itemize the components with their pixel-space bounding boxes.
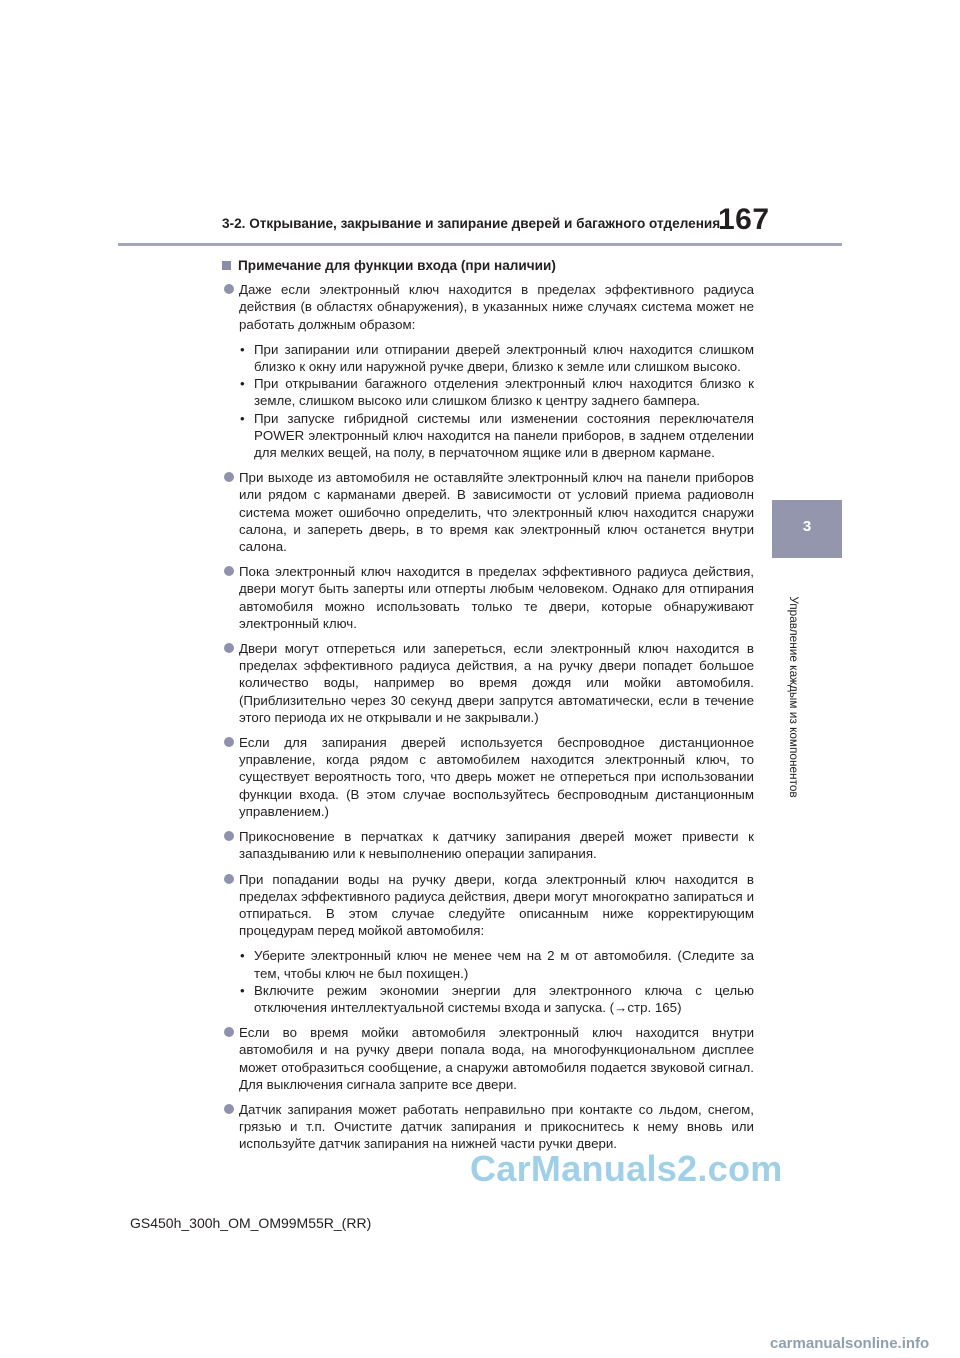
bullet-icon: • — [240, 410, 245, 426]
sub-list-text: Включите режим экономии энергии для электронного ключа с целью отключения интеллектуальной системы входа и запуска. (→стр. 165) — [254, 982, 754, 1015]
note-item — [222, 828, 754, 862]
note-item — [222, 640, 754, 726]
note-item — [222, 1024, 754, 1093]
page-number: 167 — [718, 203, 770, 236]
note-text: Пока электронный ключ находится в пределах эффективного радиуса действия, двери могут быть заперты или отперты любым человеком. Однако для отпирания автомобиля можно использовать только те двери, которые обнаруживают электронный ключ. — [239, 564, 754, 631]
circle-bullet-icon — [224, 566, 234, 576]
circle-bullet-icon — [224, 643, 234, 653]
note-text: При попадании воды на ручку двери, когда электронный ключ находится в пределах эффективного радиуса действия, двери могут многократно запираться и отпираться. В этом случае следуйте описанным ниже корректирующим процедурам перед мойкой автомобиля: — [239, 871, 754, 939]
circle-bullet-icon — [224, 472, 234, 482]
sub-list-item — [239, 982, 754, 1016]
sub-list-text: При открывании багажного отделения электронный ключ находится близко к земле, слишком высоко или слишком близко к центру заднего бампера. — [254, 376, 754, 409]
circle-bullet-icon — [224, 1104, 234, 1114]
main-content — [222, 257, 754, 1161]
note-text: При выходе из автомобиля не оставляйте электронный ключ на панели приборов или рядом с карманами дверей. В зависимости от условий приема радиоволн система может ошибочно определить, что электронный ключ находится снаружи салона, и запереть дверь, в то время как электронный ключ останется внутри салона. — [239, 470, 754, 555]
model-code: GS450h_300h_OM_OM99M55R_(RR) — [130, 1215, 372, 1231]
chapter-title: Управление каждым из компонентов — [787, 596, 801, 798]
chapter-side-label — [784, 570, 804, 830]
note-text: Двери могут отпереться или запереться, если электронный ключ находится в пределах эффективного радиуса действия, а на ручку двери попадет большое количество воды, например во время дождя или мойки автомобиля. (Приблизительно через 30 секунд двери запрутся автоматически, если в течение этого периода их не открывали и не закрывали.) — [239, 641, 754, 725]
circle-bullet-icon — [224, 1027, 234, 1037]
note-item — [222, 281, 754, 333]
square-bullet-icon — [222, 261, 231, 270]
bullet-icon: • — [240, 376, 245, 392]
note-list — [222, 281, 754, 1152]
sub-list-text: Уберите электронный ключ не менее чем на 2 м от автомобиля. (Следите за тем, чтобы ключ не был похищен.) — [254, 948, 754, 981]
bullet-icon: • — [240, 948, 245, 964]
sub-list-item — [239, 947, 754, 981]
sub-list-text: При запирании или отпирании дверей электронный ключ находится слишком близко к окну или наружной ручке двери, близко к земле или слишком высоко. — [254, 341, 754, 375]
sub-list-item — [239, 410, 754, 462]
circle-bullet-icon — [224, 874, 234, 884]
bullet-icon: • — [240, 341, 245, 357]
header-divider — [118, 243, 842, 246]
circle-bullet-icon — [224, 831, 234, 841]
note-item — [222, 1101, 754, 1153]
note-item — [222, 871, 754, 940]
circle-bullet-icon — [224, 284, 234, 294]
bottom-watermark: carmanualsonline.info — [770, 1335, 930, 1352]
sub-list — [222, 947, 754, 1016]
note-item — [222, 469, 754, 555]
sub-list-item — [239, 375, 754, 409]
note-item — [222, 734, 754, 820]
note-text: Даже если электронный ключ находится в пределах эффективного радиуса действия (в областях обнаружения), в указанных ниже случаях система может не работать должным образом: — [239, 282, 754, 332]
sub-list-item — [239, 341, 754, 375]
note-text: Если во время мойки автомобиля электронный ключ находится внутри автомобиля и на ручку двери попала вода, на многофункциональном дисплее может отобразиться сообщение, а снаружи автомобиля подается звуковой сигнал. Для выключения сигнала заприте все двери. — [239, 1025, 754, 1092]
circle-bullet-icon — [224, 737, 234, 747]
note-item — [222, 563, 754, 632]
sub-list-text: При запуске гибридной системы или изменении состояния переключателя POWER электронный ключ находится на панели приборов, в заднем отделении для мелких вещей, на полу, в перчаточном ящике или в дверном кармане. — [254, 410, 754, 461]
heading-text: Примечание для функции входа (при наличии) — [238, 258, 556, 273]
section-title: 3-2. Открывание, закрывание и запирание дверей и багажного отделения — [222, 216, 721, 231]
bullet-icon: • — [240, 982, 245, 998]
section-heading — [222, 257, 754, 274]
sub-list — [222, 341, 754, 461]
note-text: Датчик запирания может работать неправильно при контакте со льдом, снегом, грязью и т.п. Очистите датчик запирания и прикоснитесь к нему вновь или используйте датчик запирания на нижней части ручки двери. — [239, 1101, 754, 1152]
chapter-tab — [772, 500, 842, 558]
note-text: Прикосновение в перчатках к датчику запирания дверей может привести к запаздыванию или к невыполнению операции запирания. — [239, 829, 754, 862]
note-text: Если для запирания дверей используется беспроводное дистанционное управление, когда рядом с автомобилем находится электронный ключ, то существует вероятность того, что дверь может не отпереться при использовании функции входа. (В этом случае воспользуйтесь беспроводным дистанционным управлением.) — [239, 735, 754, 819]
watermark: CarManuals2.com — [470, 1148, 783, 1189]
chapter-number: 3 — [802, 518, 812, 535]
